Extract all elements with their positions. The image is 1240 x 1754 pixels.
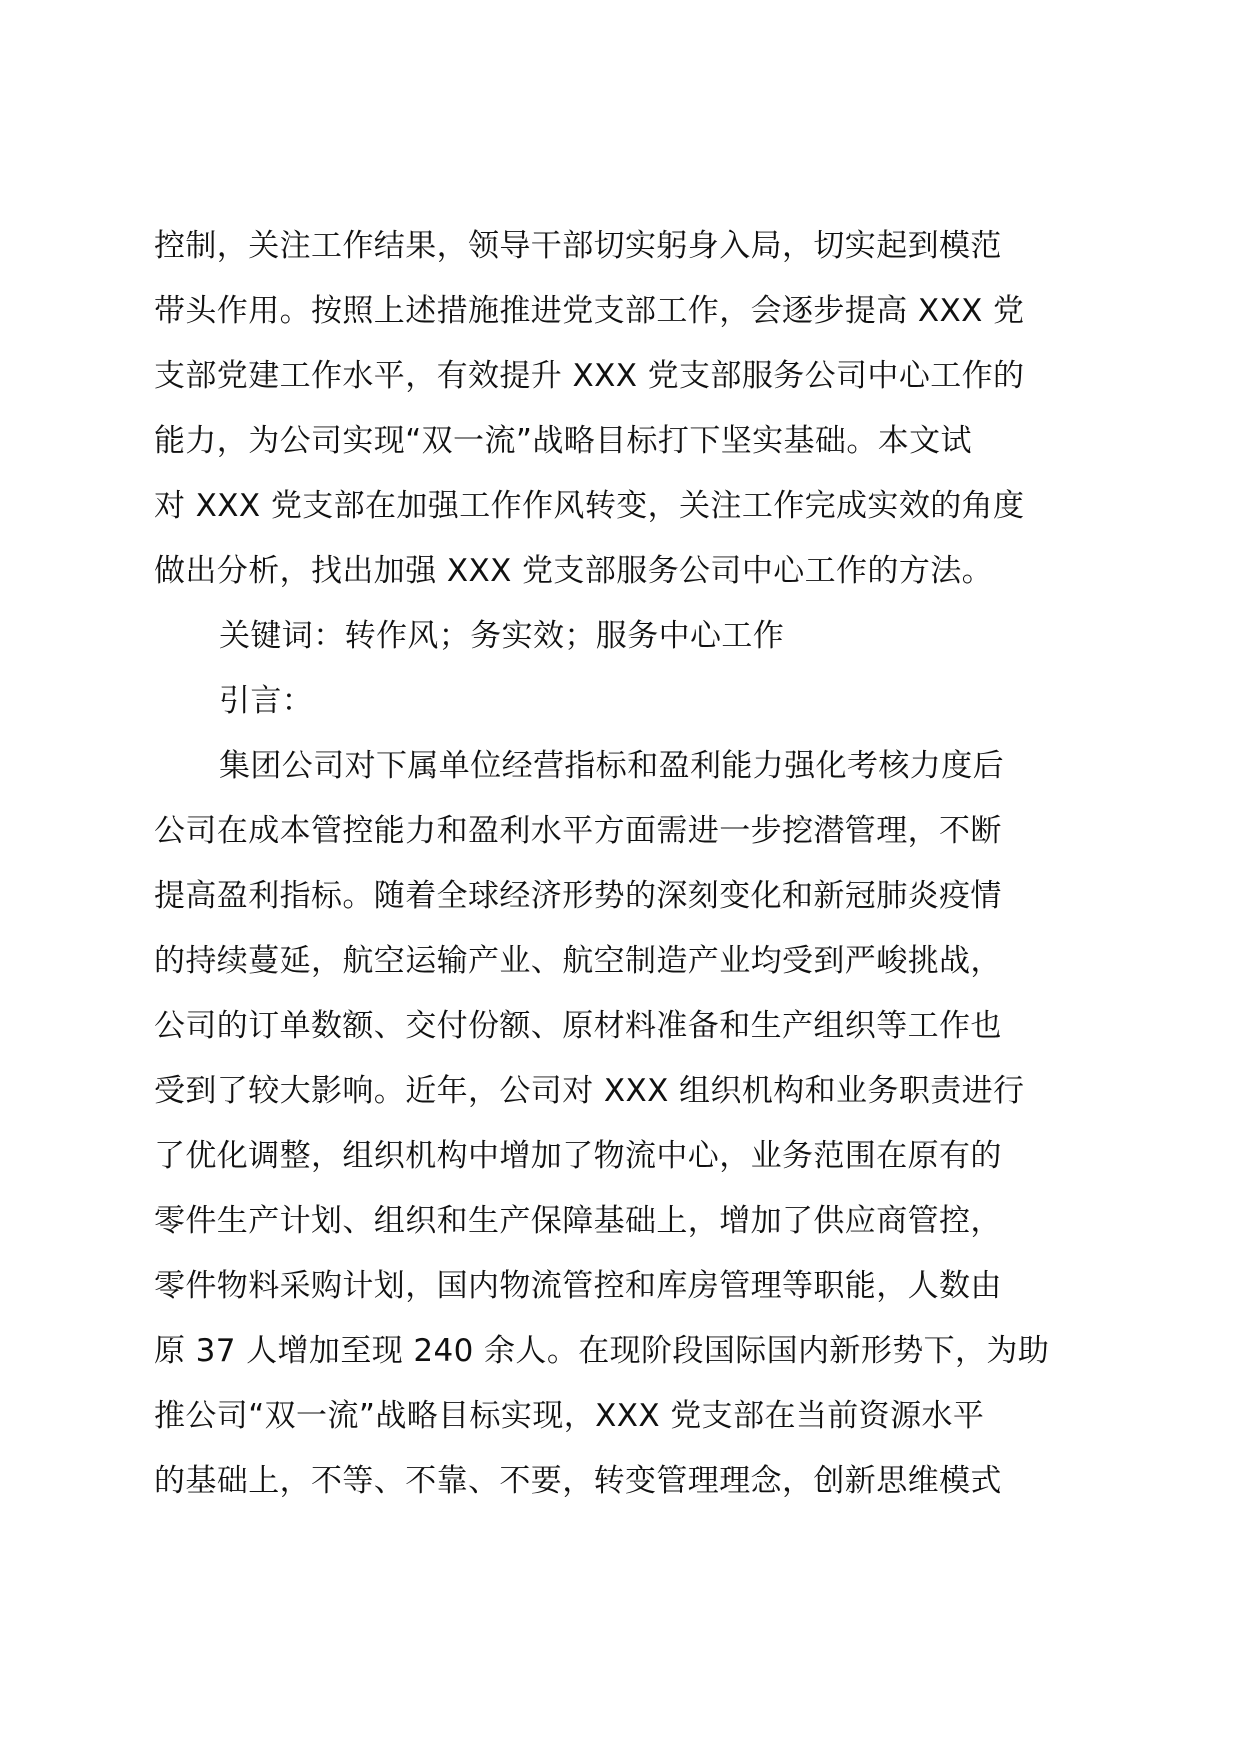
- document-body: [154, 214, 1089, 1514]
- text-line: 零件生产计划、组织和生产保障基础上，增加了供应商管控，: [154, 1203, 1002, 1239]
- keywords-line: 关键词：转作风；务实效；服务中心工作: [219, 618, 785, 654]
- text-line: 能力，为公司实现“双一流”战略目标打下坚实基础。本文试: [154, 423, 972, 459]
- text-line: 的持续蔓延，航空运输产业、航空制造产业均受到严峻挑战，: [154, 943, 1002, 979]
- text-line: 公司的订单数额、交付份额、原材料准备和生产组织等工作也: [154, 1008, 1002, 1044]
- text-line: 原 37 人增加至现 240 余人。在现阶段国际国内新形势下，为助: [154, 1333, 1050, 1369]
- text-line: 对 XXX 党支部在加强工作作风转变，关注工作完成实效的角度: [154, 488, 1025, 524]
- text-line: 受到了较大影响。近年，公司对 XXX 组织机构和业务职责进行: [154, 1073, 1025, 1109]
- text-line: 做出分析，找出加强 XXX 党支部服务公司中心工作的方法。: [154, 553, 994, 589]
- text-line: 支部党建工作水平，有效提升 XXX 党支部服务公司中心工作的: [154, 358, 1025, 394]
- text-line: 推公司“双一流”战略目标实现，XXX 党支部在当前资源水平: [154, 1398, 985, 1434]
- text-line: 控制，关注工作结果，领导干部切实躬身入局，切实起到模范: [154, 228, 1002, 264]
- abstract-paragraph: [154, 214, 1089, 604]
- text-line: 了优化调整，组织机构中增加了物流中心，业务范围在原有的: [154, 1138, 1002, 1174]
- intro-heading: 引言：: [219, 683, 314, 719]
- text-line: 带头作用。按照上述措施推进党支部工作，会逐步提高 XXX 党: [154, 293, 1025, 329]
- intro-paragraph: [154, 734, 1089, 1514]
- text-line: 提高盈利指标。随着全球经济形势的深刻变化和新冠肺炎疫情: [154, 878, 1002, 914]
- text-line: 的基础上，不等、不靠、不要，转变管理理念，创新思维模式: [154, 1463, 1002, 1499]
- text-line: 零件物料采购计划，国内物流管控和库房管理等职能，人数由: [154, 1268, 1002, 1304]
- text-line: 公司在成本管控能力和盈利水平方面需进一步挖潜管理，不断: [154, 813, 1002, 849]
- text-line: 集团公司对下属单位经营指标和盈利能力强化考核力度后: [219, 748, 1004, 784]
